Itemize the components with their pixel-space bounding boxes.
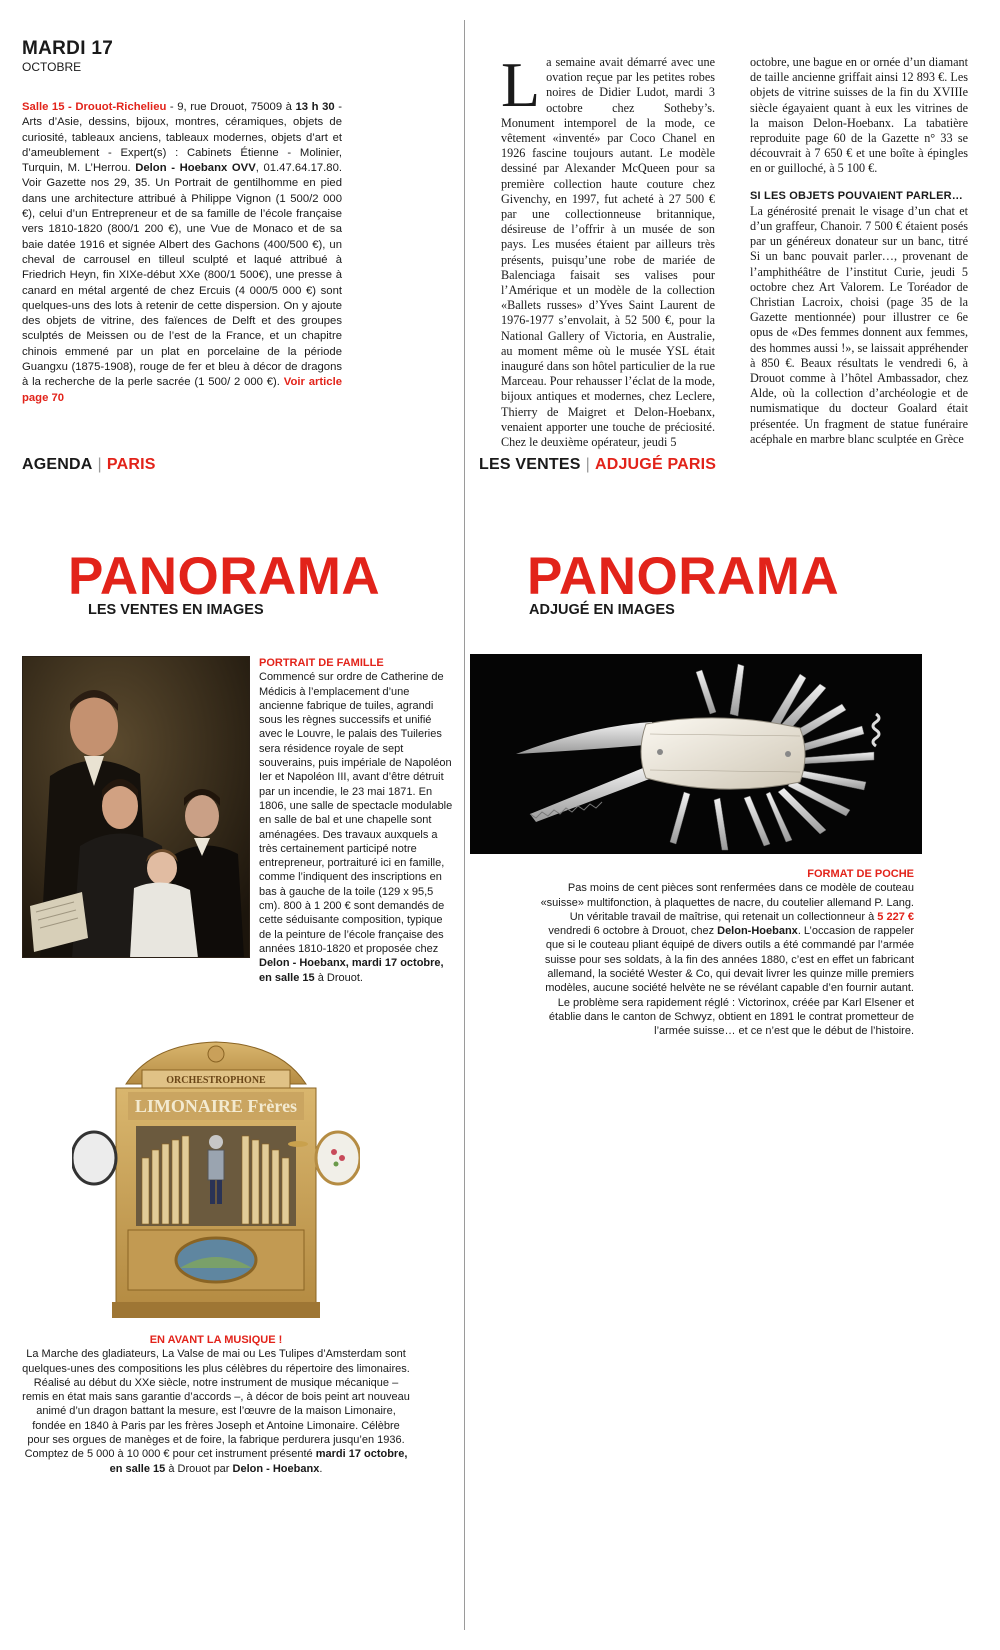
organ-caption [22, 1333, 410, 1476]
panorama-title-left: PANORAMA [68, 547, 381, 606]
knife-caption-text-2: vendredi 6 octobre à Drouot, chez [548, 925, 718, 938]
sales-column-1 [501, 49, 715, 450]
date-day: MARDI 17 [22, 38, 114, 59]
agenda-listing [22, 100, 342, 406]
panorama-title-right: PANORAMA [527, 547, 840, 606]
knife-house: Delon-Hoebanx [717, 925, 798, 938]
section-label: AGENDA [22, 456, 93, 473]
knife-caption-text-3: . L’occasion de rappeler que si le couteau pliant équipé de divers outils a été commandé par l’armée suisse pour ses soldats, à la fin des années 1880, c’est en effet un fabricant allemand, la société Wester & Co, qui devait livrer les quinze mille premiers modèles, aucune société helvète ne se révélant capable d’en fournir autant. Le problème sera rapidement réglé : Victorinox, créée par Karl Elsener et établie dans le canton de Schwyz, obtient en 1891 le contrat prometteur de l’armée suisse… et ce n’est que le début de l’histoire. [544, 925, 914, 1038]
organ-caption-mid: à Drouot par [165, 1462, 233, 1475]
section-header-agenda: AGENDA | PARIS [22, 456, 156, 473]
knife-caption-text-1: Pas moins de cent pièces sont renfermées dans ce modèle de couteau «suisse» multifonction, à plaquettes de nacre, du coutelier allemand P. Lang. Un véritable travail de maîtrise, qui retenait un collectionneur à [540, 882, 914, 923]
knife-caption-title: FORMAT DE POCHE [807, 868, 914, 880]
limonaire-organ-image [72, 1040, 360, 1322]
section-tag: ADJUGÉ PARIS [594, 456, 717, 473]
knife-caption [540, 867, 914, 1039]
date-month: OCTOBRE [22, 60, 82, 74]
agenda-body-1: - Arts d’Asie, dessins, bijoux, montres, céramiques, objets de curiosité, tableaux anciens, tableaux modernes, objets d’art et d’ameublement - Expert(s) : Cabinets Étienne - Molinier, Turquin, M. L’Herrou. [22, 101, 342, 175]
portrait-caption-bold: Delon - Hoebanx, mardi 17 octobre, en salle 15 [259, 957, 444, 984]
portrait-caption-title: PORTRAIT DE FAMILLE [259, 657, 384, 669]
page-divider [464, 20, 465, 1630]
agenda-body-2: , 01.47.64.17.80. Voir Gazette nos 29, 35. Un Portrait de gentilhomme en pied dans une architecture attribué à Philippe Vignon (1 500/2 000 €), celui d’un Entrepreneur et de sa famille de l’école française vers 1810-1820 (800/1 200 €), une Vue de Monaco et de sa baie datée 1916 et signée Albert des Gachons (400/500 €), un cheval de carrousel en tilleul sculpté et laqué attribué à Friedrich Heyn, fin XIXe-début XXe (800/1 500€), une presse à canard en métal argenté de chez Ercuis (4 000/5 000 €) sont quelques-uns des lots à retenir de cette dispersion. On y ajoute des objets de vitrine, des faïences de Delft et des groupes sculptés de Meissen ou de l’est de la France, et un chapitre chinois emmené par un plat en porcelaine de la période Guangxu (1875-1908), rouge de fer et bleu à décor de dragons à la recherche de la perle sacrée (1 500/ 2 000 €). [22, 162, 342, 389]
organ-caption-end: . [319, 1462, 323, 1475]
sales-text-1: a semaine avait démarré avec une ovation reçue par les petites robes noires de Didier Ludot, mardi 3 octobre chez Sotheby’s. Monument intemporel de la mode, ce vêtement «inventé» par Coco Chanel en 1926 fascine toujours autant. Le modèle dessiné par Alexander McQueen pour sa première collection haute couture chez Givenchy, en 1997, fut acheté à 27 500 € par une collectionneuse britannique, désireuse de l’offrir à un musée de son pays. Les musées étaient par ailleurs très présents, puisqu’une robe de mariée de Balenciaga faisait ses valises pour l’Amérique et un modèle de la collection «Ballets russes» d’Yves Saint Laurent de 1976-1977 s’envolait, à 52 500 €, pour la National Gallery of Victoria, en Australie, au moment même où le musée YSL était inauguré dans son hôtel particulier de la rue Marceau. Pour rehausser l’éclat de la mode, bijoux antiques et modernes, chez Leclere, Thierry de Maigret et Delon-Hoebanx, venaient apporter une touche de préciosité. Chez le deuxième opérateur, jeudi 5 [501, 55, 715, 450]
organ-sign-top: ORCHESTROPHONE [166, 1075, 266, 1086]
organ-caption-title: EN AVANT LA MUSIQUE ! [149, 1334, 283, 1346]
portrait-caption [259, 656, 455, 985]
panorama-subtitle-right: ADJUGÉ EN IMAGES [529, 602, 675, 618]
sale-time: 13 h 30 [295, 101, 335, 113]
knife-price: 5 227 € [877, 910, 914, 923]
organ-sign-main: LIMONAIRE Frères [134, 1096, 298, 1116]
section-header-sales: LES VENTES | ADJUGÉ PARIS [479, 456, 717, 473]
section-tag: PARIS [106, 456, 156, 473]
section-label: LES VENTES [479, 456, 581, 473]
swiss-knife-image [470, 654, 922, 854]
organ-caption-bold-2: Delon - Hoebanx [232, 1462, 320, 1475]
sales-subhead: SI LES OBJETS POUVAIENT PARLER… [750, 189, 963, 202]
panorama-subtitle-left: LES VENTES EN IMAGES [88, 602, 264, 618]
venue: Salle 15 - Drouot-Richelieu [22, 101, 167, 113]
sales-text-2b: La générosité prenait le visage d’un chat et d’un graffeur, Chanoir. 7 500 € étaient posés par un généreux donateur sur un banc, titré Si un banc pouvait parler…, provenant de l’amphithéâtre de l’institut Curie, jeudi 5 octobre chez Art Valorem. Le Toréador de Christian Lacroix, choisi (page 35 de la Gazette mentionnée) pour illustrer ce 6e opus de «Des femmes donnent aux femmes, des hommes aussi !», se laissait appréhender à 850 €. Beaux résultats le vendredi 6, à Drouot comme à l’hôtel Ambassador, chez Alde, où la collection d’archéologie et de numismatique du docteur Goalard était présentée. Un fragment de statue funéraire acéphale en marbre blanc sculptée en Grèce [750, 203, 968, 446]
portrait-caption-end: à Drouot. [314, 971, 363, 984]
address: - 9, rue Drouot, 75009 à [166, 101, 296, 113]
drop-cap: L [501, 49, 541, 120]
organ-caption-bold-1: mardi 17 octobre, en salle 15 [109, 1448, 408, 1475]
portrait-caption-text: Commencé sur ordre de Catherine de Médicis à l’emplacement d’une ancienne fabrique de tuiles, agrandi sous les règnes successifs et unifié avec le Louvre, le palais des Tuileries sera résidence royale de sept souverains, puis impériale de Napoléon Ier et Napoléon III, avant d’être détruit par un incendie, le 23 mai 1871. En 1806, une salle de spectacle modulable en salle de bal et une chapelle sont aménagées. Des travaux auxquels a très certainement participé notre entrepreneur, portraituré ici en famille, comme l’indiquent des inscriptions en bas à gauche de la toile (129 x 95,5 cm). 800 à 1 200 € sont demandés de cette séduisante composition, typique de la peinture de l’école française des années 1810-1820 et proposée chez [259, 671, 453, 955]
organ-caption-text: La Marche des gladiateurs, La Valse de mai ou Les Tulipes d’Amsterdam sont quelques-unes des compositions les plus célèbres du répertoire des limonaires. Réalisé au début du XXe siècle, notre instrument de musique mécanique – remis en état mais sans garantie d’accords –, à décor de bois peint art nouveau animé d’un dragon battant la mesure, est l’œuvre de la maison Limonaire, fondée en 1840 à Paris par les frères Joseph et Antoine Limonaire. Célèbre pour ses orgues de manèges et de foire, la fabrique perdurera jusqu’en 1936. Comptez de 5 000 à 10 000 € pour cet instrument présenté [22, 1348, 410, 1461]
family-portrait-image [22, 656, 250, 958]
sales-column-2 [750, 55, 968, 447]
article-link[interactable]: Voir article page 70 [22, 376, 342, 404]
sales-text-2a: octobre, une bague en or ornée d’un diamant de taille ancienne griffait ainsi 12 893 €. Les objets de vitrine suisses de la fin du XVIIIe siècle égayaient quant à eux les vitrines de la maison Delon-Hoebanx. La tabatière reproduite page 60 de la Gazette n° 33 se découvrait à 7 650 € et une boîte à épingles en or guilloché, à 5 100 €. [750, 55, 968, 176]
auction-house: Delon - Hoebanx OVV [135, 162, 256, 175]
